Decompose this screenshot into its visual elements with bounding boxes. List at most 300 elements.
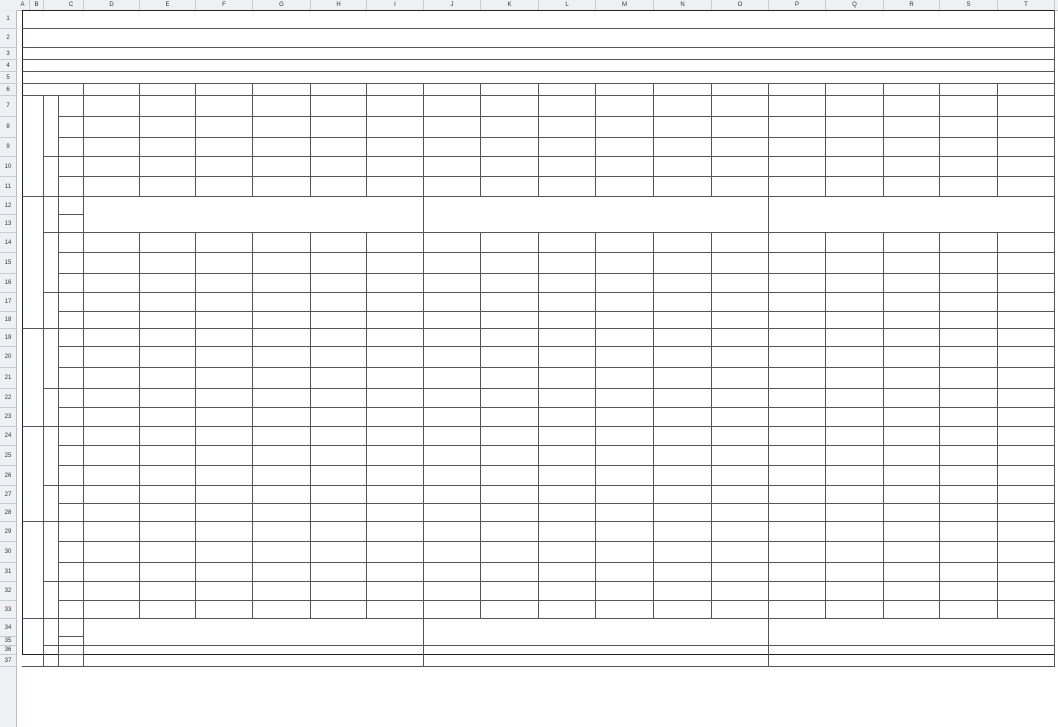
timetable-cell[interactable] (481, 522, 539, 542)
timetable-cell[interactable] (424, 253, 481, 274)
timetable-cell[interactable] (424, 542, 481, 563)
timetable-cell[interactable] (826, 582, 884, 601)
timetable-cell[interactable] (712, 368, 769, 389)
timetable-cell[interactable] (654, 582, 712, 601)
timetable-cell[interactable] (424, 582, 481, 601)
timetable-cell[interactable] (884, 504, 940, 522)
period-number[interactable] (59, 542, 84, 563)
timetable-cell[interactable] (84, 96, 140, 117)
row-number[interactable]: 26 (0, 466, 16, 486)
timetable-cell[interactable] (311, 177, 367, 197)
timetable-cell[interactable] (84, 582, 140, 601)
row-number[interactable]: 5 (0, 72, 16, 84)
timetable-cell[interactable] (140, 408, 196, 427)
timetable-cell[interactable] (998, 563, 1055, 582)
timetable-cell[interactable] (769, 446, 826, 466)
timetable-cell[interactable] (539, 157, 596, 177)
column-letter-b[interactable]: B (30, 0, 44, 10)
timetable-cell[interactable] (596, 427, 654, 446)
timetable-cell[interactable] (769, 368, 826, 389)
timetable-cell[interactable] (884, 96, 940, 117)
timetable-cell[interactable] (884, 601, 940, 619)
timetable-cell[interactable] (712, 329, 769, 347)
period-number[interactable] (59, 637, 84, 646)
timetable-cell[interactable] (940, 427, 998, 446)
session-label[interactable] (44, 486, 59, 522)
timetable-cell[interactable] (884, 233, 940, 253)
timetable-cell[interactable] (826, 466, 884, 486)
session-label[interactable] (44, 293, 59, 329)
class-header[interactable] (84, 84, 140, 96)
period-number[interactable] (59, 655, 84, 667)
period-number[interactable] (59, 563, 84, 582)
timetable-cell[interactable] (654, 117, 712, 138)
period-number[interactable] (59, 368, 84, 389)
column-letter-j[interactable]: J (424, 0, 481, 10)
timetable-cell[interactable] (539, 293, 596, 312)
timetable-cell[interactable] (940, 368, 998, 389)
column-letter-c[interactable]: C (59, 0, 84, 10)
timetable-cell[interactable] (940, 96, 998, 117)
timetable-cell[interactable] (596, 522, 654, 542)
timetable-cell[interactable] (539, 582, 596, 601)
row-number[interactable]: 6 (0, 84, 16, 96)
tutoring-band[interactable] (424, 619, 769, 646)
session-label[interactable] (44, 233, 59, 293)
timetable-cell[interactable] (769, 582, 826, 601)
timetable-cell[interactable] (424, 563, 481, 582)
timetable-cell[interactable] (596, 563, 654, 582)
timetable-cell[interactable] (311, 96, 367, 117)
page-title[interactable] (22, 10, 1055, 29)
timetable-cell[interactable] (367, 542, 424, 563)
class-header[interactable] (712, 84, 769, 96)
period-number[interactable] (59, 504, 84, 522)
row-number[interactable]: 10 (0, 157, 16, 177)
timetable-cell[interactable] (998, 293, 1055, 312)
timetable-cell[interactable] (884, 293, 940, 312)
schedule-info-line[interactable] (22, 48, 1055, 60)
row-number[interactable]: 20 (0, 347, 16, 368)
timetable-cell[interactable] (84, 466, 140, 486)
timetable-cell[interactable] (712, 408, 769, 427)
timetable-cell[interactable] (596, 542, 654, 563)
column-letter-k[interactable]: K (481, 0, 539, 10)
timetable-cell[interactable] (424, 347, 481, 368)
timetable-cell[interactable] (712, 486, 769, 504)
class-header[interactable] (654, 84, 712, 96)
timetable-cell[interactable] (884, 408, 940, 427)
column-letter-t[interactable]: T (998, 0, 1055, 10)
timetable-cell[interactable] (481, 157, 539, 177)
row-number[interactable]: 16 (0, 274, 16, 293)
timetable-cell[interactable] (367, 522, 424, 542)
timetable-cell[interactable] (84, 504, 140, 522)
class-header[interactable] (311, 84, 367, 96)
timetable-cell[interactable] (253, 138, 311, 157)
timetable-cell[interactable] (253, 601, 311, 619)
timetable-cell[interactable] (826, 274, 884, 293)
timetable-cell[interactable] (712, 157, 769, 177)
timetable-cell[interactable] (140, 389, 196, 408)
timetable-cell[interactable] (596, 177, 654, 197)
tutoring-band[interactable] (769, 646, 1055, 667)
timetable-cell[interactable] (826, 446, 884, 466)
timetable-cell[interactable] (940, 138, 998, 157)
column-letter-m[interactable]: M (596, 0, 654, 10)
period-number[interactable] (59, 253, 84, 274)
timetable-cell[interactable] (884, 486, 940, 504)
period-number[interactable] (59, 233, 84, 253)
session-label[interactable] (44, 522, 59, 582)
timetable-cell[interactable] (769, 96, 826, 117)
timetable-cell[interactable] (253, 233, 311, 253)
timetable-cell[interactable] (769, 427, 826, 446)
timetable-cell[interactable] (424, 408, 481, 427)
period-number[interactable] (59, 619, 84, 637)
timetable-cell[interactable] (998, 582, 1055, 601)
timetable-cell[interactable] (539, 466, 596, 486)
timetable-cell[interactable] (84, 486, 140, 504)
period-number[interactable] (59, 96, 84, 117)
column-letter-s[interactable]: S (940, 0, 998, 10)
timetable-cell[interactable] (140, 177, 196, 197)
row-number[interactable]: 12 (0, 197, 16, 215)
timetable-cell[interactable] (654, 408, 712, 427)
period-number[interactable] (59, 138, 84, 157)
timetable-cell[interactable] (84, 446, 140, 466)
column-letter-i[interactable]: I (367, 0, 424, 10)
column-letter-g[interactable]: G (253, 0, 311, 10)
timetable-cell[interactable] (84, 177, 140, 197)
timetable-cell[interactable] (654, 486, 712, 504)
row-number[interactable]: 22 (0, 389, 16, 408)
timetable-cell[interactable] (884, 274, 940, 293)
timetable-cell[interactable] (998, 177, 1055, 197)
tutoring-band[interactable] (424, 197, 769, 233)
timetable-cell[interactable] (481, 274, 539, 293)
timetable-cell[interactable] (140, 293, 196, 312)
timetable-cell[interactable] (367, 486, 424, 504)
timetable-cell[interactable] (826, 138, 884, 157)
column-letter-a[interactable]: A (16, 0, 30, 10)
timetable-cell[interactable] (84, 389, 140, 408)
timetable-cell[interactable] (424, 157, 481, 177)
row-number[interactable]: 13 (0, 215, 16, 233)
timetable-cell[interactable] (424, 368, 481, 389)
timetable-cell[interactable] (253, 329, 311, 347)
timetable-cell[interactable] (311, 466, 367, 486)
timetable-cell[interactable] (826, 427, 884, 446)
class-header[interactable] (826, 84, 884, 96)
period-number[interactable] (59, 274, 84, 293)
period-number[interactable] (59, 157, 84, 177)
timetable-cell[interactable] (998, 253, 1055, 274)
timetable-cell[interactable] (884, 177, 940, 197)
row-number[interactable]: 18 (0, 312, 16, 329)
timetable-cell[interactable] (196, 563, 253, 582)
timetable-cell[interactable] (140, 157, 196, 177)
timetable-cell[interactable] (884, 446, 940, 466)
timetable-cell[interactable] (140, 233, 196, 253)
timetable-cell[interactable] (654, 446, 712, 466)
timetable-cell[interactable] (940, 522, 998, 542)
row-number[interactable]: 30 (0, 542, 16, 563)
row-number[interactable]: 8 (0, 117, 16, 138)
timetable-cell[interactable] (596, 312, 654, 329)
timetable-cell[interactable] (596, 408, 654, 427)
timetable-cell[interactable] (712, 253, 769, 274)
timetable-cell[interactable] (769, 138, 826, 157)
timetable-cell[interactable] (654, 312, 712, 329)
row-number[interactable]: 17 (0, 293, 16, 312)
timetable-cell[interactable] (367, 138, 424, 157)
timetable-cell[interactable] (481, 466, 539, 486)
timetable-cell[interactable] (253, 368, 311, 389)
timetable-cell[interactable] (253, 427, 311, 446)
timetable-cell[interactable] (654, 522, 712, 542)
row-number[interactable]: 37 (0, 655, 16, 667)
timetable-cell[interactable] (826, 486, 884, 504)
timetable-cell[interactable] (367, 446, 424, 466)
class-header[interactable] (539, 84, 596, 96)
timetable-cell[interactable] (84, 233, 140, 253)
timetable-cell[interactable] (826, 347, 884, 368)
timetable-cell[interactable] (826, 293, 884, 312)
timetable-cell[interactable] (539, 274, 596, 293)
timetable-cell[interactable] (596, 368, 654, 389)
timetable-cell[interactable] (367, 427, 424, 446)
row-number[interactable]: 7 (0, 96, 16, 117)
timetable-cell[interactable] (884, 542, 940, 563)
timetable-cell[interactable] (940, 582, 998, 601)
timetable-cell[interactable] (596, 504, 654, 522)
timetable-cell[interactable] (998, 601, 1055, 619)
period-number[interactable] (59, 522, 84, 542)
timetable-cell[interactable] (311, 368, 367, 389)
timetable-cell[interactable] (826, 177, 884, 197)
timetable-cell[interactable] (84, 253, 140, 274)
timetable-cell[interactable] (311, 117, 367, 138)
timetable-cell[interactable] (253, 293, 311, 312)
timetable-cell[interactable] (654, 347, 712, 368)
timetable-cell[interactable] (712, 138, 769, 157)
timetable-cell[interactable] (140, 466, 196, 486)
row-number[interactable]: 29 (0, 522, 16, 542)
timetable-cell[interactable] (140, 312, 196, 329)
timetable-cell[interactable] (196, 504, 253, 522)
page-subtitle[interactable] (22, 29, 1055, 48)
timetable-cell[interactable] (826, 563, 884, 582)
timetable-cell[interactable] (424, 522, 481, 542)
timetable-cell[interactable] (998, 312, 1055, 329)
timetable-cell[interactable] (826, 368, 884, 389)
row-number[interactable]: 14 (0, 233, 16, 253)
timetable-cell[interactable] (654, 329, 712, 347)
timetable-cell[interactable] (654, 563, 712, 582)
column-letter-q[interactable]: Q (826, 0, 884, 10)
timetable-cell[interactable] (826, 522, 884, 542)
timetable-cell[interactable] (424, 138, 481, 157)
period-number[interactable] (59, 177, 84, 197)
timetable-cell[interactable] (539, 253, 596, 274)
timetable-cell[interactable] (196, 312, 253, 329)
timetable-cell[interactable] (311, 329, 367, 347)
timetable-cell[interactable] (539, 389, 596, 408)
session-label[interactable] (44, 389, 59, 427)
period-number[interactable] (59, 197, 84, 215)
timetable-cell[interactable] (481, 177, 539, 197)
timetable-cell[interactable] (481, 368, 539, 389)
timetable-cell[interactable] (84, 329, 140, 347)
timetable-cell[interactable] (884, 582, 940, 601)
timetable-cell[interactable] (196, 427, 253, 446)
timetable-cell[interactable] (654, 157, 712, 177)
timetable-cell[interactable] (424, 274, 481, 293)
timetable-cell[interactable] (998, 446, 1055, 466)
timetable-cell[interactable] (481, 427, 539, 446)
timetable-cell[interactable] (424, 446, 481, 466)
row-number[interactable]: 4 (0, 60, 16, 72)
timetable-cell[interactable] (826, 504, 884, 522)
timetable-cell[interactable] (826, 312, 884, 329)
timetable-cell[interactable] (712, 466, 769, 486)
timetable-cell[interactable] (654, 389, 712, 408)
timetable-cell[interactable] (253, 117, 311, 138)
timetable-cell[interactable] (311, 582, 367, 601)
timetable-cell[interactable] (367, 274, 424, 293)
timetable-cell[interactable] (140, 138, 196, 157)
row-number[interactable]: 19 (0, 329, 16, 347)
period-number[interactable] (59, 582, 84, 601)
row-number[interactable]: 33 (0, 601, 16, 619)
timetable-cell[interactable] (654, 504, 712, 522)
timetable-cell[interactable] (481, 138, 539, 157)
timetable-cell[interactable] (940, 117, 998, 138)
timetable-cell[interactable] (539, 522, 596, 542)
timetable-cell[interactable] (424, 312, 481, 329)
column-letter-r[interactable]: R (884, 0, 940, 10)
timetable-cell[interactable] (311, 138, 367, 157)
timetable-cell[interactable] (196, 582, 253, 601)
timetable-cell[interactable] (311, 347, 367, 368)
timetable-cell[interactable] (940, 347, 998, 368)
timetable-cell[interactable] (998, 368, 1055, 389)
timetable-cell[interactable] (196, 177, 253, 197)
timetable-cell[interactable] (884, 466, 940, 486)
timetable-cell[interactable] (769, 522, 826, 542)
timetable-cell[interactable] (367, 504, 424, 522)
timetable-cell[interactable] (769, 233, 826, 253)
timetable-cell[interactable] (84, 157, 140, 177)
timetable-cell[interactable] (481, 329, 539, 347)
column-letter-p[interactable]: P (769, 0, 826, 10)
class-header[interactable] (367, 84, 424, 96)
session-label[interactable] (44, 96, 59, 157)
timetable-cell[interactable] (367, 563, 424, 582)
timetable-cell[interactable] (196, 347, 253, 368)
timetable-cell[interactable] (481, 233, 539, 253)
timetable-cell[interactable] (367, 312, 424, 329)
timetable-cell[interactable] (367, 329, 424, 347)
timetable-cell[interactable] (654, 96, 712, 117)
timetable-cell[interactable] (84, 293, 140, 312)
timetable-cell[interactable] (311, 157, 367, 177)
timetable-cell[interactable] (481, 601, 539, 619)
timetable-cell[interactable] (998, 389, 1055, 408)
timetable-cell[interactable] (826, 408, 884, 427)
timetable-cell[interactable] (311, 253, 367, 274)
timetable-cell[interactable] (654, 274, 712, 293)
timetable-cell[interactable] (311, 504, 367, 522)
timetable-cell[interactable] (253, 312, 311, 329)
timetable-cell[interactable] (654, 542, 712, 563)
timetable-cell[interactable] (140, 486, 196, 504)
timetable-cell[interactable] (596, 389, 654, 408)
timetable-cell[interactable] (311, 486, 367, 504)
timetable-cell[interactable] (769, 274, 826, 293)
timetable-cell[interactable] (940, 446, 998, 466)
timetable-cell[interactable] (654, 466, 712, 486)
timetable-cell[interactable] (367, 466, 424, 486)
session-label[interactable] (44, 582, 59, 619)
timetable-cell[interactable] (311, 563, 367, 582)
timetable-cell[interactable] (826, 329, 884, 347)
timetable-cell[interactable] (884, 138, 940, 157)
class-header[interactable] (596, 84, 654, 96)
row-number[interactable]: 9 (0, 138, 16, 157)
row-number[interactable]: 27 (0, 486, 16, 504)
timetable-cell[interactable] (311, 389, 367, 408)
day-label[interactable] (22, 619, 44, 667)
timetable-cell[interactable] (140, 329, 196, 347)
timetable-cell[interactable] (367, 389, 424, 408)
timetable-cell[interactable] (311, 427, 367, 446)
timetable-cell[interactable] (481, 582, 539, 601)
timetable-cell[interactable] (826, 389, 884, 408)
timetable-cell[interactable] (140, 446, 196, 466)
timetable-cell[interactable] (367, 368, 424, 389)
timetable-cell[interactable] (481, 312, 539, 329)
period-number[interactable] (59, 312, 84, 329)
period-number[interactable] (59, 389, 84, 408)
timetable-cell[interactable] (712, 542, 769, 563)
class-header[interactable] (424, 84, 481, 96)
timetable-cell[interactable] (140, 253, 196, 274)
timetable-cell[interactable] (596, 233, 654, 253)
session-label[interactable] (44, 197, 59, 233)
timetable-cell[interactable] (769, 312, 826, 329)
timetable-cell[interactable] (712, 96, 769, 117)
timetable-cell[interactable] (140, 522, 196, 542)
timetable-cell[interactable] (539, 601, 596, 619)
timetable-cell[interactable] (253, 542, 311, 563)
timetable-cell[interactable] (596, 329, 654, 347)
timetable-cell[interactable] (196, 157, 253, 177)
day-label[interactable] (22, 197, 44, 329)
timetable-cell[interactable] (712, 389, 769, 408)
timetable-cell[interactable] (196, 446, 253, 466)
timetable-cell[interactable] (253, 177, 311, 197)
period-number[interactable] (59, 408, 84, 427)
timetable-cell[interactable] (367, 347, 424, 368)
class-header[interactable] (253, 84, 311, 96)
timetable-cell[interactable] (481, 486, 539, 504)
row-number[interactable]: 28 (0, 504, 16, 522)
session-label[interactable] (44, 157, 59, 197)
column-letter-d[interactable]: D (84, 0, 140, 10)
timetable-cell[interactable] (311, 542, 367, 563)
